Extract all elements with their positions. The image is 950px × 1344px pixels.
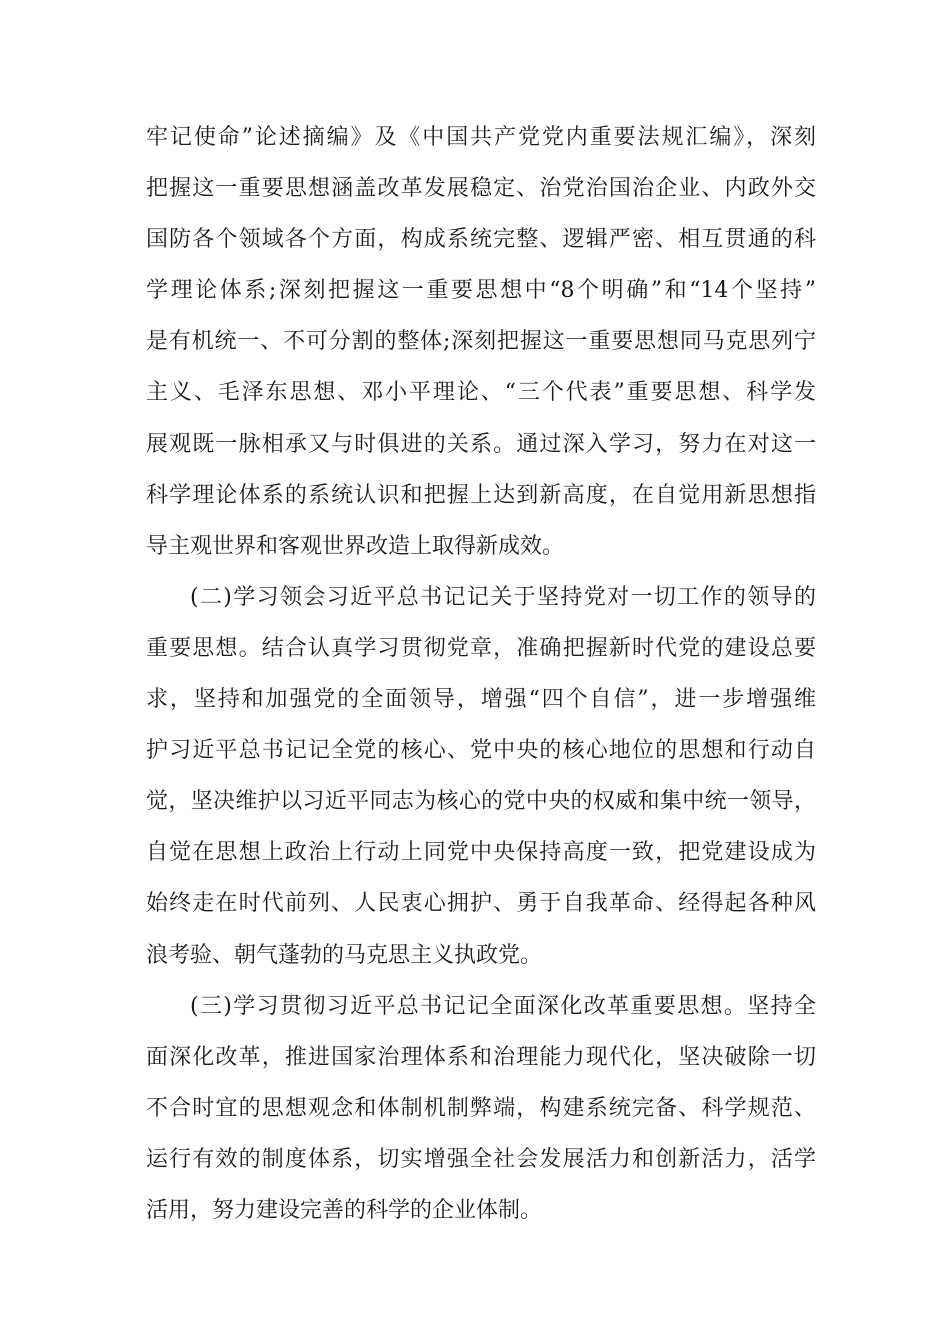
text-line: 展观既一脉相承又与时俱进的关系。通过深入学习，努力在对这一 — [146, 431, 816, 457]
text-line: (三)学习贯彻习近平总书记记全面深化改革重要思想。坚持全 — [190, 993, 816, 1019]
text-line: 重要思想。结合认真学习贯彻党章，准确把握新时代党的建设总要 — [146, 635, 816, 661]
text-line: 主义、毛泽东思想、邓小平理论、“三个代表”重要思想、科学发 — [146, 380, 816, 406]
text-line: 运行有效的制度体系，切实增强全社会发展活力和创新活力，活学 — [146, 1146, 816, 1172]
paragraph — [146, 578, 816, 987]
text-line: 国防各个领域各个方面，构成系统完整、逻辑严密、相互贯通的科 — [146, 227, 816, 253]
paragraph — [146, 987, 816, 1242]
body-text — [146, 118, 816, 1242]
text-line: 自觉在思想上政治上行动上同党中央保持高度一致，把党建设成为 — [146, 840, 816, 866]
text-line: 把握这一重要思想涵盖改革发展稳定、治党治国治企业、内政外交 — [146, 176, 816, 202]
text-line: 面深化改革，推进国家治理体系和治理能力现代化，坚决破除一切 — [146, 1044, 816, 1070]
text-line: 科学理论体系的系统认识和把握上达到新高度，在自觉用新思想指 — [146, 482, 816, 508]
text-line: 求，坚持和加强党的全面领导，增强“四个自信”，进一步增强维 — [146, 687, 816, 713]
text-line: 觉，坚决维护以习近平同志为核心的党中央的权威和集中统一领导， — [146, 789, 816, 815]
text-line: 活用，努力建设完善的科学的企业体制。 — [146, 1197, 543, 1223]
text-line: 护习近平总书记记全党的核心、党中央的核心地位的思想和行动自 — [146, 738, 816, 764]
text-line: 不合时宜的思想观念和体制机制弊端，构建系统完备、科学规范、 — [146, 1095, 816, 1121]
text-line: 是有机统一、不可分割的整体;深刻把握这一重要思想同马克思列宁 — [146, 329, 816, 355]
text-line: 始终走在时代前列、人民衷心拥护、勇于自我革命、经得起各种风 — [146, 891, 816, 917]
text-line: (二)学习领会习近平总书记记关于坚持党对一切工作的领导的 — [190, 584, 816, 610]
text-line: 导主观世界和客观世界改造上取得新成效。 — [146, 533, 565, 559]
text-line: 牢记使命”论述摘编》及《中国共产党党内重要法规汇编》，深刻 — [146, 125, 816, 150]
paragraph — [146, 118, 816, 578]
text-line: 浪考验、朝气蓬勃的马克思主义执政党。 — [146, 942, 543, 968]
text-line: 学理论体系;深刻把握这一重要思想中“8个明确”和“14个坚持” — [146, 278, 816, 304]
